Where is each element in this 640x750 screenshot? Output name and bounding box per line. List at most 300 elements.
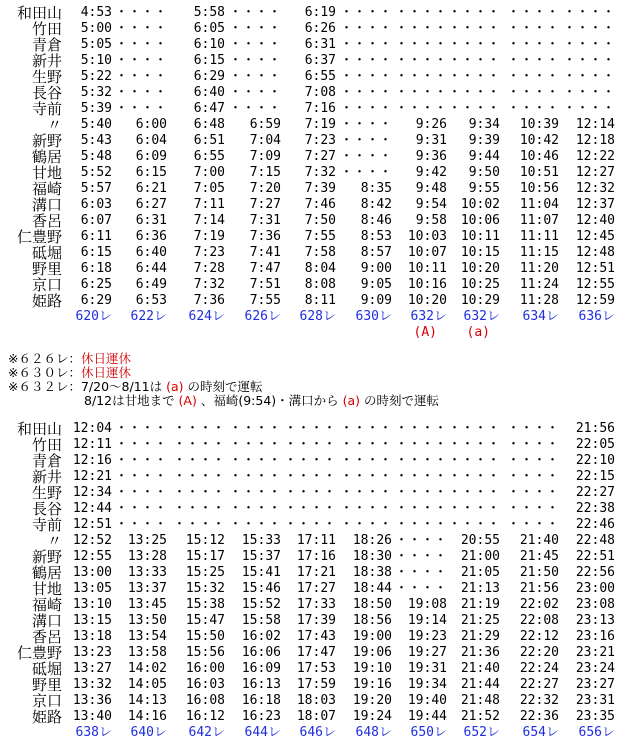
station-name: 砥堀 (31, 244, 62, 262)
time-cell: 5:58 (193, 5, 225, 20)
time-cell: ・・・・ (394, 485, 447, 500)
time-cell: 22:15 (575, 469, 615, 484)
time-cell: 19:24 (352, 709, 392, 724)
time-cell: 12:52 (72, 533, 112, 548)
table-row (0, 469, 640, 485)
table-row (0, 533, 640, 549)
station-name: 寺前 (31, 100, 62, 118)
time-cell: 16:13 (241, 677, 281, 692)
time-cell: 10:56 (519, 181, 559, 196)
time-cell: 10:51 (519, 165, 559, 180)
time-cell: 18:44 (352, 581, 392, 596)
time-cell: 10:39 (519, 117, 559, 132)
time-cell: 10:03 (407, 229, 447, 244)
time-cell: 7:32 (304, 165, 336, 180)
time-cell: 5:00 (80, 21, 112, 36)
time-cell: 16:12 (185, 709, 225, 724)
time-cell: ・・・・ (114, 485, 167, 500)
time-cell: 9:55 (468, 181, 500, 196)
time-cell: 7:36 (193, 293, 225, 308)
time-cell: ・・・・ (228, 101, 281, 116)
station-name: 鶴居 (31, 148, 62, 166)
table-row (0, 437, 640, 453)
time-cell: ・・・・ (394, 101, 447, 116)
time-cell: ・・・・ (228, 469, 281, 484)
table-row (0, 229, 640, 245)
train-number: 648レ (355, 725, 392, 740)
table-row (0, 101, 640, 117)
time-cell: ・・・・ (447, 437, 500, 452)
train-number-row (0, 725, 640, 741)
time-cell: ・・・・ (394, 37, 447, 52)
table-row (0, 213, 640, 229)
station-name: 甘地 (31, 580, 62, 598)
time-cell: 11:28 (519, 293, 559, 308)
time-cell: ・・・・ (447, 5, 500, 20)
time-cell: ・・・・ (283, 453, 336, 468)
note-632-marker-a: (a) (166, 379, 184, 394)
time-cell: 12:11 (72, 437, 112, 452)
train-number: 644レ (244, 725, 281, 740)
time-cell: ・・・・ (394, 53, 447, 68)
time-cell: 7:09 (249, 149, 281, 164)
time-cell: 21:40 (519, 533, 559, 548)
time-cell: 22:05 (575, 437, 615, 452)
time-cell: 22:46 (575, 517, 615, 532)
time-cell: 18:50 (352, 597, 392, 612)
time-cell: 16:00 (185, 661, 225, 676)
time-cell: 22:02 (519, 597, 559, 612)
time-cell: 10:29 (460, 293, 500, 308)
station-name: 竹田 (31, 436, 62, 454)
time-cell: 22:56 (575, 565, 615, 580)
train-number: 628レ (299, 309, 336, 324)
train-number: 646レ (299, 725, 336, 740)
time-cell: 10:46 (519, 149, 559, 164)
table-row (0, 133, 640, 149)
time-cell: 22:36 (519, 709, 559, 724)
time-cell: ・・・・ (114, 421, 167, 436)
time-cell: ・・・・ (339, 117, 392, 132)
time-cell: 19:00 (352, 629, 392, 644)
time-cell: 18:38 (352, 565, 392, 580)
time-cell: 6:29 (80, 293, 112, 308)
time-cell: 9:36 (415, 149, 447, 164)
time-cell: 15:47 (185, 613, 225, 628)
time-cell: 10:15 (460, 245, 500, 260)
train-number-row (0, 309, 640, 325)
time-cell: 17:53 (296, 661, 336, 676)
time-cell: 6:03 (80, 197, 112, 212)
time-cell: 18:03 (296, 693, 336, 708)
time-cell: ・・・・ (506, 469, 559, 484)
time-cell: 23:08 (575, 597, 615, 612)
time-cell: 9:58 (415, 213, 447, 228)
table-row (0, 117, 640, 133)
time-cell: 5:22 (80, 69, 112, 84)
note-detail-part1: 8/12は甘地まで (84, 393, 179, 408)
time-cell: 5:10 (80, 53, 112, 68)
time-cell: 7:15 (249, 165, 281, 180)
time-cell: ・・・・ (394, 85, 447, 100)
time-cell: ・・・・ (228, 453, 281, 468)
time-cell: 8:35 (360, 181, 392, 196)
time-cell: ・・・・ (394, 21, 447, 36)
time-cell: 22:32 (519, 693, 559, 708)
time-cell: ・・・・ (506, 5, 559, 20)
time-cell: 13:28 (127, 549, 167, 564)
time-cell: 21:56 (519, 581, 559, 596)
train-number: 642レ (188, 725, 225, 740)
time-cell: 23:21 (575, 645, 615, 660)
train-number: 630レ (355, 309, 392, 324)
note-626-label: ※６２６レ： (8, 351, 81, 366)
time-cell: 6:19 (304, 5, 336, 20)
table-row (0, 149, 640, 165)
station-name: 和田山 (16, 4, 62, 22)
time-cell: ・・・・ (339, 53, 392, 68)
time-cell: 4:53 (80, 5, 112, 20)
table-row (0, 277, 640, 293)
time-cell: ・・・・ (114, 37, 167, 52)
time-cell: ・・・・ (447, 421, 500, 436)
note-632-text: の時刻で運転 (183, 379, 263, 394)
time-cell: 7:36 (249, 229, 281, 244)
time-cell: 7:28 (193, 261, 225, 276)
time-cell: 12:27 (575, 165, 615, 180)
time-cell: 22:24 (519, 661, 559, 676)
table-row (0, 37, 640, 53)
time-cell: 21:52 (460, 709, 500, 724)
station-name: 〃 (46, 532, 62, 550)
time-cell: 6:07 (80, 213, 112, 228)
table-row (0, 581, 640, 597)
time-cell: 13:10 (72, 597, 112, 612)
table-row (0, 21, 640, 37)
time-cell: 12:51 (575, 261, 615, 276)
station-name: 竹田 (31, 20, 62, 38)
time-cell: 5:52 (80, 165, 112, 180)
time-cell: 17:11 (296, 533, 336, 548)
time-cell: 21:13 (460, 581, 500, 596)
time-cell: 10:16 (407, 277, 447, 292)
train-number: 650レ (410, 725, 447, 740)
time-cell: ・・・・ (447, 53, 500, 68)
time-cell: 7:39 (304, 181, 336, 196)
table-row (0, 645, 640, 661)
time-cell: 22:38 (575, 501, 615, 516)
time-cell: ・・・・ (394, 469, 447, 484)
time-cell: 17:39 (296, 613, 336, 628)
time-cell: 10:42 (519, 133, 559, 148)
note-detail-part2: 、福崎(9:54)・溝口から (196, 393, 343, 408)
note-632-label: ※６３２レ：7/20～8/11は (8, 379, 167, 394)
time-cell: 17:43 (296, 629, 336, 644)
time-cell: ・・・・ (506, 21, 559, 36)
time-cell: 11:11 (519, 229, 559, 244)
time-cell: 7:32 (193, 277, 225, 292)
time-cell: 15:52 (241, 597, 281, 612)
time-cell: 12:59 (575, 293, 615, 308)
time-cell: 6:49 (135, 277, 167, 292)
time-cell: 12:44 (72, 501, 112, 516)
time-cell: 11:07 (519, 213, 559, 228)
time-cell: ・・・・ (339, 101, 392, 116)
time-cell: 7:46 (304, 197, 336, 212)
time-cell: 19:06 (352, 645, 392, 660)
time-cell: 16:06 (241, 645, 281, 660)
time-cell: ・・・・ (562, 85, 615, 100)
time-cell: 12:18 (575, 133, 615, 148)
time-cell: 15:32 (185, 581, 225, 596)
time-cell: 7:31 (249, 213, 281, 228)
time-cell: 22:48 (575, 533, 615, 548)
time-cell: ・・・・ (339, 37, 392, 52)
time-cell: 23:24 (575, 661, 615, 676)
time-cell: 14:05 (127, 677, 167, 692)
time-cell: 21:19 (460, 597, 500, 612)
table-row (0, 53, 640, 69)
station-name: 仁豊野 (16, 644, 62, 662)
time-cell: ・・・・ (339, 469, 392, 484)
time-cell: ・・・・ (283, 485, 336, 500)
table-row (0, 421, 640, 437)
table-row (0, 245, 640, 261)
time-cell: 7:05 (193, 181, 225, 196)
time-cell: 12:40 (575, 213, 615, 228)
train-number: 634レ (522, 309, 559, 324)
time-cell: 7:04 (249, 133, 281, 148)
time-cell: 22:12 (519, 629, 559, 644)
station-name: 鶴居 (31, 564, 62, 582)
time-cell: 11:04 (519, 197, 559, 212)
time-cell: ・・・・ (114, 5, 167, 20)
station-name: 福崎 (31, 596, 62, 614)
time-cell: 5:48 (80, 149, 112, 164)
station-name: 香呂 (31, 628, 62, 646)
time-cell: 6:59 (249, 117, 281, 132)
time-cell: 19:14 (407, 613, 447, 628)
station-name: 京口 (31, 276, 62, 294)
train-number: 626レ (244, 309, 281, 324)
time-cell: 8:42 (360, 197, 392, 212)
time-cell: 6:00 (135, 117, 167, 132)
time-cell: 10:20 (407, 293, 447, 308)
time-cell: 15:12 (185, 533, 225, 548)
time-cell: ・・・・ (339, 69, 392, 84)
time-cell: ・・・・ (172, 517, 225, 532)
time-cell: ・・・・ (394, 517, 447, 532)
time-cell: 13:50 (127, 613, 167, 628)
time-cell: 6:36 (135, 229, 167, 244)
time-cell: 21:40 (460, 661, 500, 676)
time-cell: 6:21 (135, 181, 167, 196)
time-cell: 7:58 (304, 245, 336, 260)
time-cell: ・・・・ (283, 517, 336, 532)
time-cell: ・・・・ (339, 453, 392, 468)
time-cell: ・・・・ (562, 37, 615, 52)
time-cell: 12:34 (72, 485, 112, 500)
time-cell: 9:48 (415, 181, 447, 196)
time-cell: 12:32 (575, 181, 615, 196)
table-row (0, 693, 640, 709)
time-cell: 11:15 (519, 245, 559, 260)
time-cell: 9:34 (468, 117, 500, 132)
time-cell: ・・・・ (506, 37, 559, 52)
time-cell: 10:11 (460, 229, 500, 244)
time-cell: 22:27 (519, 677, 559, 692)
time-cell: 6:18 (80, 261, 112, 276)
time-cell: 8:11 (304, 293, 336, 308)
time-cell: ・・・・ (506, 437, 559, 452)
time-cell: 13:33 (127, 565, 167, 580)
station-name: 長谷 (31, 84, 62, 102)
time-cell: ・・・・ (114, 437, 167, 452)
table-row (0, 629, 640, 645)
time-cell: ・・・・ (283, 421, 336, 436)
time-cell: 7:51 (249, 277, 281, 292)
time-cell: 19:27 (407, 645, 447, 660)
time-cell: 22:27 (575, 485, 615, 500)
time-cell: ・・・・ (394, 5, 447, 20)
time-cell: ・・・・ (283, 469, 336, 484)
station-name: 新野 (31, 132, 62, 150)
table-row (0, 597, 640, 613)
time-cell: 18:07 (296, 709, 336, 724)
station-name: 野里 (31, 676, 62, 694)
time-cell: 9:39 (468, 133, 500, 148)
time-cell: 13:05 (72, 581, 112, 596)
time-cell: 12:45 (575, 229, 615, 244)
train-number: 656レ (578, 725, 615, 740)
train-number: 636レ (578, 309, 615, 324)
station-name: 〃 (46, 116, 62, 134)
time-cell: 12:21 (72, 469, 112, 484)
time-cell: ・・・・ (114, 501, 167, 516)
time-cell: 12:22 (575, 149, 615, 164)
note-630-label: ※６３０レ： (8, 365, 81, 380)
time-cell: 19:44 (407, 709, 447, 724)
time-cell: ・・・・ (228, 69, 281, 84)
time-cell: 6:15 (193, 53, 225, 68)
time-cell: ・・・・ (506, 501, 559, 516)
table-row (0, 453, 640, 469)
time-cell: 10:25 (460, 277, 500, 292)
time-cell: ・・・・ (506, 53, 559, 68)
time-cell: 16:03 (185, 677, 225, 692)
time-cell: ・・・・ (339, 85, 392, 100)
time-cell: 8:04 (304, 261, 336, 276)
time-cell: ・・・・ (339, 421, 392, 436)
time-cell: ・・・・ (447, 469, 500, 484)
time-cell: 19:20 (352, 693, 392, 708)
time-cell: 18:56 (352, 613, 392, 628)
time-cell: 6:11 (80, 229, 112, 244)
time-cell: 15:38 (185, 597, 225, 612)
time-cell: ・・・・ (394, 533, 447, 548)
station-name: 寺前 (31, 516, 62, 534)
time-cell: ・・・・ (339, 165, 392, 180)
table-row (0, 197, 640, 213)
time-cell: ・・・・ (114, 453, 167, 468)
time-cell: 21:00 (460, 549, 500, 564)
time-cell: 6:27 (135, 197, 167, 212)
time-cell: 19:10 (352, 661, 392, 676)
time-cell: ・・・・ (506, 101, 559, 116)
time-cell: ・・・・ (114, 53, 167, 68)
table-row (0, 565, 640, 581)
time-cell: 16:09 (241, 661, 281, 676)
time-cell: 22:10 (575, 453, 615, 468)
time-cell: ・・・・ (447, 101, 500, 116)
time-cell: 6:29 (193, 69, 225, 84)
time-cell: 13:37 (127, 581, 167, 596)
time-cell: 6:10 (193, 37, 225, 52)
time-cell: 23:00 (575, 581, 615, 596)
time-cell: 18:26 (352, 533, 392, 548)
time-cell: 15:50 (185, 629, 225, 644)
time-cell: ・・・・ (283, 437, 336, 452)
note-632 (8, 380, 628, 394)
station-name: 新野 (31, 548, 62, 566)
time-cell: ・・・・ (114, 85, 167, 100)
time-cell: 14:13 (127, 693, 167, 708)
time-cell: 7:00 (193, 165, 225, 180)
time-cell: 6:26 (304, 21, 336, 36)
time-cell: 15:56 (185, 645, 225, 660)
station-name: 野里 (31, 260, 62, 278)
time-cell: ・・・・ (447, 69, 500, 84)
time-cell: 15:37 (241, 549, 281, 564)
station-name: 仁豊野 (16, 228, 62, 246)
time-cell: ・・・・ (283, 501, 336, 516)
time-cell: 13:25 (127, 533, 167, 548)
time-cell: 9:50 (468, 165, 500, 180)
train-number: 620レ (75, 309, 112, 324)
time-cell: 7:55 (249, 293, 281, 308)
time-cell: 9:42 (415, 165, 447, 180)
time-cell: 21:56 (575, 421, 615, 436)
time-cell: 17:59 (296, 677, 336, 692)
time-cell: 23:35 (575, 709, 615, 724)
station-name: 生野 (31, 68, 62, 86)
time-cell: 17:21 (296, 565, 336, 580)
table-row (0, 485, 640, 501)
time-cell: 6:44 (135, 261, 167, 276)
time-cell: 10:06 (460, 213, 500, 228)
time-cell: 19:40 (407, 693, 447, 708)
time-cell: ・・・・ (339, 5, 392, 20)
time-cell: 16:18 (241, 693, 281, 708)
time-cell: 6:05 (193, 21, 225, 36)
time-cell: 6:48 (193, 117, 225, 132)
station-name: 和田山 (16, 420, 62, 438)
time-cell: 7:47 (249, 261, 281, 276)
note-detail-marker-A: (A) (178, 393, 197, 408)
time-cell: 13:00 (72, 565, 112, 580)
note-632-detail (8, 394, 628, 408)
time-cell: ・・・・ (172, 421, 225, 436)
time-cell: 16:23 (241, 709, 281, 724)
time-cell: 15:58 (241, 613, 281, 628)
time-cell: 12:04 (72, 421, 112, 436)
time-cell: ・・・・ (447, 517, 500, 532)
time-cell: 10:11 (407, 261, 447, 276)
time-cell: 7:19 (304, 117, 336, 132)
time-cell: ・・・・ (228, 501, 281, 516)
time-cell: 5:57 (80, 181, 112, 196)
time-cell: ・・・・ (114, 101, 167, 116)
